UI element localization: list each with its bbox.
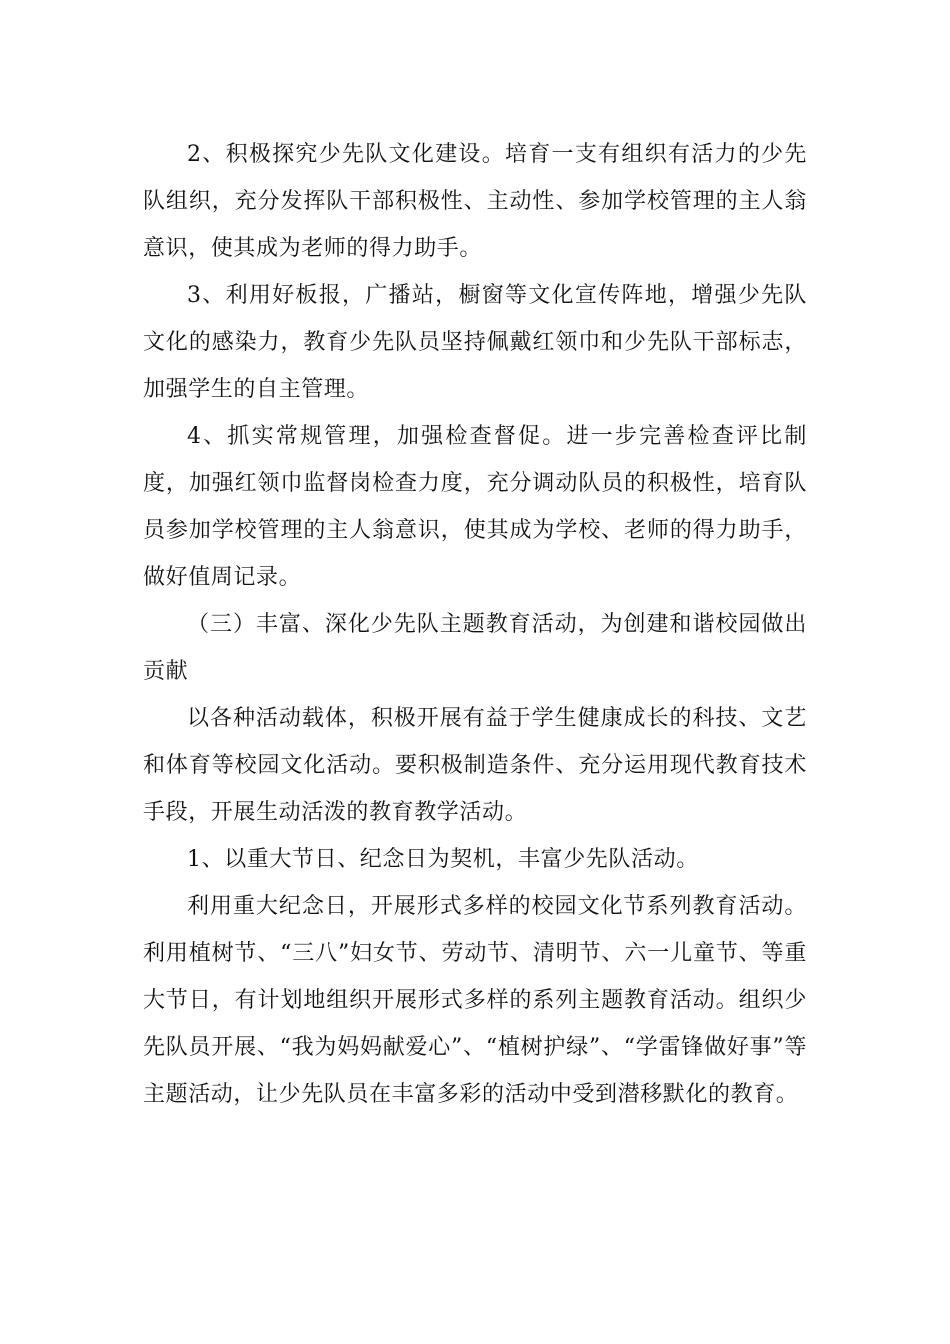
paragraph-routine-management: 4、抓实常规管理，加强检查督促。进一步完善检查评比制度，加强红领巾监督岗检查力度，充分调动队员的积极性，培育队员参加学校管理的主人翁意识，使其成为学校、老师的得力助手，做好值周记录。 [143,424,807,590]
document-body [143,131,807,1118]
paragraph-festivals-heading: 1、以重大节日、纪念日为契机，丰富少先队活动。 [187,847,699,872]
paragraph-publicity-positions: 3、利用好板报，广播站，橱窗等文化宣传阵地，增强少先队文化的感染力，教育少先队员坚持佩戴红领巾和少先队干部标志，加强学生的自主管理。 [143,283,807,402]
paragraph-festival-activities: 利用重大纪念日，开展形式多样的校园文化节系列教育活动。利用植树节、“三八”妇女节、劳动节、清明节、六一儿童节、等重大节日，有计划地组织开展形式多样的系列主题教育活动。组织少先队员开展、“我为妈妈献爱心”、“植树护绿”、“学雷锋做好事”等主题活动，让少先队员在丰富多彩的活动中受到潜移默化的教育。 [143,894,807,1107]
section-heading-theme-education: （三）丰富、深化少先队主题教育活动，为创建和谐校园做出贡献 [143,612,807,684]
paragraph-activity-carriers: 以各种活动载体，积极开展有益于学生健康成长的科技、文艺和体育等校园文化活动。要积极制造条件、充分运用现代教育技术手段，开展生动活泼的教育教学活动。 [143,706,807,825]
paragraph-cultural-construction: 2、积极探究少先队文化建设。培育一支有组织有活力的少先队组织，充分发挥队干部积极性、主动性、参加学校管理的主人翁意识，使其成为老师的得力助手。 [143,142,807,261]
